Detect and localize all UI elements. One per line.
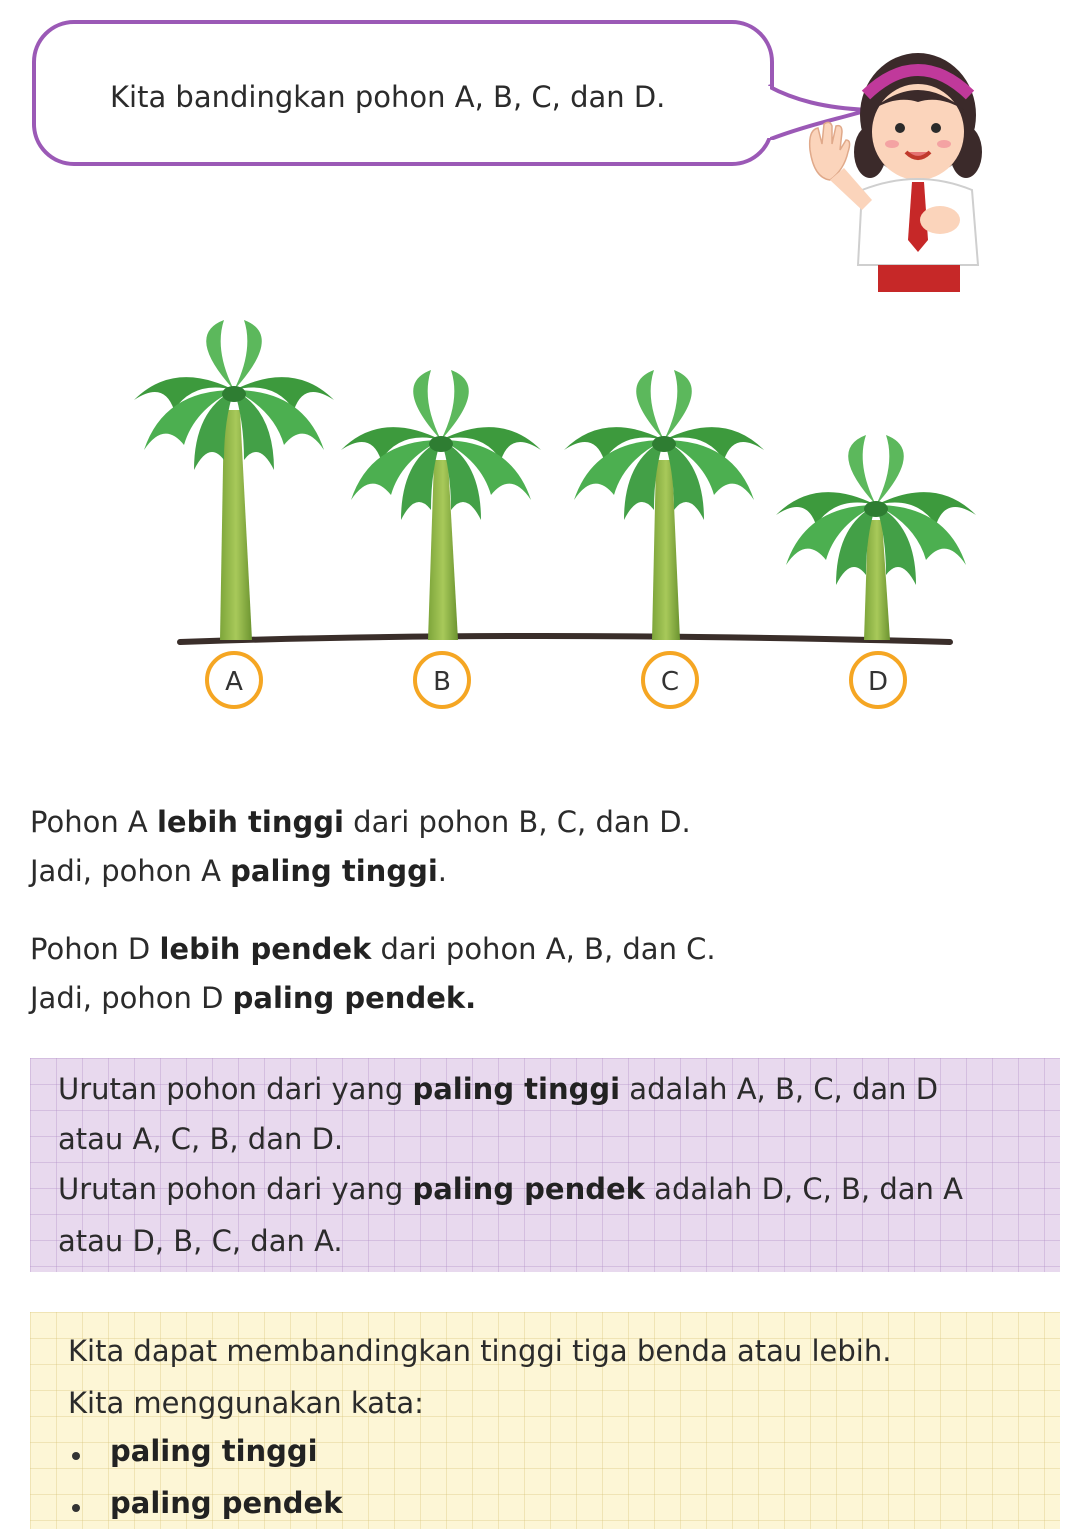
tree-label-d — [851, 653, 905, 707]
summary-line-4: atau D, B, C, dan A. — [58, 1224, 343, 1258]
bullet-dot — [72, 1504, 80, 1512]
summary-box — [30, 1058, 1060, 1272]
svg-text:A: A — [225, 667, 243, 697]
speech-bubble-text: Kita bandingkan pohon A, B, C, dan D. — [110, 80, 666, 114]
svg-text:B: B — [433, 667, 451, 697]
tree-d — [776, 435, 976, 640]
svg-text:D: D — [867, 667, 889, 697]
tree-a — [134, 320, 334, 640]
tree-label-a — [207, 653, 261, 707]
bullet-dot — [72, 1452, 80, 1460]
svg-text:C: C — [660, 667, 680, 697]
note-box — [30, 1312, 1060, 1529]
tree-c — [564, 370, 764, 640]
palm-trees-illustration — [120, 320, 980, 720]
summary-line-2: atau A, C, B, dan D. — [58, 1122, 344, 1156]
paragraph-1-line-2: Jadi, pohon A paling tinggi. — [30, 854, 447, 888]
summary-line-3: Urutan pohon dari yang paling pendek adalah D, C, B, dan A — [58, 1172, 963, 1206]
paragraph-1-line-1: Pohon A lebih tinggi dari pohon B, C, dan D. — [30, 805, 691, 839]
tree-b — [341, 370, 541, 640]
student-girl-illustration — [800, 40, 1000, 292]
summary-line-1: Urutan pohon dari yang paling tinggi adalah A, B, C, dan D — [58, 1072, 939, 1106]
bullet-item-1: paling tinggi — [110, 1434, 318, 1468]
tree-label-c — [643, 653, 697, 707]
note-line-2: Kita menggunakan kata: — [68, 1386, 424, 1420]
paragraph-2-line-2: Jadi, pohon D paling pendek. — [30, 981, 477, 1015]
paragraph-2-line-1: Pohon D lebih pendek dari pohon A, B, dan C. — [30, 932, 716, 966]
tree-label-b — [415, 653, 469, 707]
note-line-1: Kita dapat membandingkan tinggi tiga benda atau lebih. — [68, 1334, 892, 1368]
bullet-item-2: paling pendek — [110, 1486, 343, 1520]
